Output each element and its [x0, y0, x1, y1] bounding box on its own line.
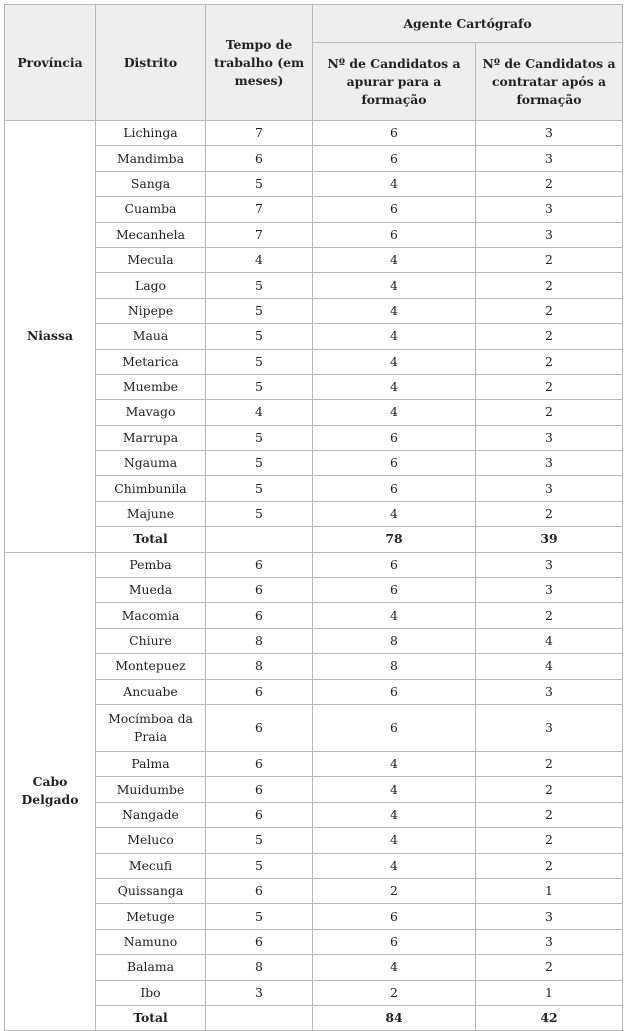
months-cell: 7 — [206, 121, 313, 146]
header-district: Distrito — [96, 5, 206, 121]
candidates-train-cell: 6 — [313, 679, 476, 704]
candidates-hire-cell: 3 — [476, 679, 623, 704]
table-row — [5, 425, 623, 450]
months-cell: 6 — [206, 878, 313, 903]
table-row — [5, 980, 623, 1005]
months-cell: 6 — [206, 704, 313, 751]
table-row — [5, 751, 623, 776]
district-cell: Mandimba — [96, 146, 206, 171]
months-cell: 7 — [206, 197, 313, 222]
district-cell: Balama — [96, 955, 206, 980]
months-cell: 5 — [206, 904, 313, 929]
header-province: Província — [5, 5, 96, 121]
district-cell: Macomia — [96, 603, 206, 628]
district-cell: Muembe — [96, 374, 206, 399]
candidates-train-cell: 4 — [313, 298, 476, 323]
months-cell: 8 — [206, 628, 313, 653]
candidates-train-cell: 8 — [313, 654, 476, 679]
months-cell: 6 — [206, 802, 313, 827]
total-label: Total — [96, 1005, 206, 1030]
table-row — [5, 476, 623, 501]
district-cell: Metuge — [96, 904, 206, 929]
total-row — [5, 1005, 623, 1030]
candidates-hire-cell: 3 — [476, 578, 623, 603]
district-cell: Maua — [96, 324, 206, 349]
months-cell: 4 — [206, 247, 313, 272]
candidates-hire-cell: 2 — [476, 828, 623, 853]
district-cell: Chimbunila — [96, 476, 206, 501]
district-cell: Mecufi — [96, 853, 206, 878]
candidates-train-cell: 6 — [313, 578, 476, 603]
candidates-hire-cell: 3 — [476, 704, 623, 751]
district-cell: Mecanhela — [96, 222, 206, 247]
district-cell: Mecula — [96, 247, 206, 272]
candidates-train-cell: 4 — [313, 501, 476, 526]
total-label: Total — [96, 527, 206, 552]
months-cell: 5 — [206, 451, 313, 476]
months-cell: 8 — [206, 654, 313, 679]
table-row — [5, 247, 623, 272]
candidates-train-cell: 6 — [313, 552, 476, 577]
candidates-train-cell: 4 — [313, 374, 476, 399]
candidates-train-cell: 6 — [313, 197, 476, 222]
total-candidates-train: 84 — [313, 1005, 476, 1030]
candidates-hire-cell: 3 — [476, 425, 623, 450]
months-cell: 6 — [206, 146, 313, 171]
candidates-hire-cell: 3 — [476, 197, 623, 222]
district-cell: Nangade — [96, 802, 206, 827]
candidates-train-cell: 4 — [313, 171, 476, 196]
months-cell: 5 — [206, 324, 313, 349]
candidates-train-cell: 4 — [313, 802, 476, 827]
candidates-train-cell: 4 — [313, 324, 476, 349]
district-cell: Meluco — [96, 828, 206, 853]
months-cell: 5 — [206, 476, 313, 501]
candidates-train-cell: 8 — [313, 628, 476, 653]
candidates-hire-cell: 1 — [476, 980, 623, 1005]
candidates-hire-cell: 3 — [476, 451, 623, 476]
candidates-hire-cell: 2 — [476, 603, 623, 628]
months-cell: 8 — [206, 955, 313, 980]
table-row — [5, 828, 623, 853]
table-row — [5, 704, 623, 751]
table-row — [5, 878, 623, 903]
table-row — [5, 904, 623, 929]
district-cell: Lago — [96, 273, 206, 298]
months-cell: 6 — [206, 578, 313, 603]
table-row — [5, 222, 623, 247]
total-months — [206, 527, 313, 552]
candidates-hire-cell: 4 — [476, 654, 623, 679]
candidates-hire-cell: 2 — [476, 324, 623, 349]
district-cell: Palma — [96, 751, 206, 776]
district-cell: Montepuez — [96, 654, 206, 679]
months-cell: 5 — [206, 828, 313, 853]
candidates-train-cell: 6 — [313, 904, 476, 929]
district-cell: Quissanga — [96, 878, 206, 903]
candidates-train-cell: 6 — [313, 146, 476, 171]
table-row — [5, 324, 623, 349]
province-cell: Niassa — [5, 121, 96, 553]
candidates-hire-cell: 2 — [476, 273, 623, 298]
district-cell: Cuamba — [96, 197, 206, 222]
table-row — [5, 451, 623, 476]
total-candidates-hire: 39 — [476, 527, 623, 552]
months-cell: 6 — [206, 777, 313, 802]
district-cell: Namuno — [96, 929, 206, 954]
candidates-train-cell: 2 — [313, 878, 476, 903]
district-cell: Nipepe — [96, 298, 206, 323]
months-cell: 5 — [206, 349, 313, 374]
months-cell: 6 — [206, 603, 313, 628]
candidates-hire-cell: 3 — [476, 121, 623, 146]
header-candidates-train: Nº de Candidatos a apurar para a formação — [313, 43, 476, 121]
table-row — [5, 146, 623, 171]
candidates-train-cell: 6 — [313, 704, 476, 751]
candidates-hire-cell: 3 — [476, 222, 623, 247]
candidates-train-cell: 4 — [313, 247, 476, 272]
table-row — [5, 578, 623, 603]
table-row — [5, 603, 623, 628]
district-cell: Ngauma — [96, 451, 206, 476]
months-cell: 5 — [206, 171, 313, 196]
table-row — [5, 853, 623, 878]
months-cell: 5 — [206, 853, 313, 878]
candidates-hire-cell: 2 — [476, 400, 623, 425]
header-group-agente-cartografo: Agente Cartógrafo — [313, 5, 623, 43]
candidates-hire-cell: 1 — [476, 878, 623, 903]
table-row — [5, 802, 623, 827]
candidates-hire-cell: 2 — [476, 247, 623, 272]
table-row — [5, 121, 623, 146]
candidates-train-cell: 6 — [313, 929, 476, 954]
table-row — [5, 197, 623, 222]
candidates-train-cell: 6 — [313, 222, 476, 247]
months-cell: 6 — [206, 751, 313, 776]
table-row — [5, 628, 623, 653]
months-cell: 5 — [206, 501, 313, 526]
candidates-train-cell: 4 — [313, 777, 476, 802]
candidates-hire-cell: 2 — [476, 501, 623, 526]
candidates-hire-cell: 3 — [476, 552, 623, 577]
total-row — [5, 527, 623, 552]
candidates-train-cell: 4 — [313, 273, 476, 298]
table-row — [5, 679, 623, 704]
table-row — [5, 654, 623, 679]
table-row — [5, 501, 623, 526]
district-cell: Marrupa — [96, 425, 206, 450]
district-cell: Mavago — [96, 400, 206, 425]
header-work-time: Tempo de trabalho (em meses) — [206, 5, 313, 121]
district-cell: Pemba — [96, 552, 206, 577]
candidates-train-cell: 4 — [313, 955, 476, 980]
months-cell: 4 — [206, 400, 313, 425]
province-cell: Cabo Delgado — [5, 552, 96, 1031]
candidates-hire-cell: 2 — [476, 751, 623, 776]
district-cell: Mocímboa da Praia — [96, 704, 206, 751]
months-cell: 5 — [206, 298, 313, 323]
months-cell: 6 — [206, 679, 313, 704]
table-row — [5, 273, 623, 298]
table-row — [5, 929, 623, 954]
district-cell: Ibo — [96, 980, 206, 1005]
candidates-hire-cell: 2 — [476, 349, 623, 374]
table-row — [5, 777, 623, 802]
table-row — [5, 171, 623, 196]
months-cell: 3 — [206, 980, 313, 1005]
table-row — [5, 298, 623, 323]
candidates-hire-cell: 2 — [476, 955, 623, 980]
candidates-hire-cell: 3 — [476, 929, 623, 954]
total-months — [206, 1005, 313, 1030]
header-candidates-hire: Nº de Candidatos a contratar após a formação — [476, 43, 623, 121]
district-cell: Metarica — [96, 349, 206, 374]
months-cell: 5 — [206, 273, 313, 298]
candidates-table — [4, 4, 623, 1031]
table-body — [5, 121, 623, 1031]
table-row — [5, 552, 623, 577]
candidates-hire-cell: 3 — [476, 476, 623, 501]
candidates-hire-cell: 2 — [476, 802, 623, 827]
candidates-train-cell: 2 — [313, 980, 476, 1005]
district-cell: Lichinga — [96, 121, 206, 146]
candidates-train-cell: 4 — [313, 400, 476, 425]
candidates-hire-cell: 2 — [476, 777, 623, 802]
candidates-hire-cell: 3 — [476, 146, 623, 171]
months-cell: 6 — [206, 929, 313, 954]
total-candidates-train: 78 — [313, 527, 476, 552]
table-row — [5, 374, 623, 399]
months-cell: 7 — [206, 222, 313, 247]
district-cell: Muidumbe — [96, 777, 206, 802]
months-cell: 6 — [206, 552, 313, 577]
district-cell: Ancuabe — [96, 679, 206, 704]
district-cell: Chiure — [96, 628, 206, 653]
district-cell: Majune — [96, 501, 206, 526]
candidates-train-cell: 4 — [313, 751, 476, 776]
candidates-train-cell: 6 — [313, 451, 476, 476]
candidates-train-cell: 6 — [313, 121, 476, 146]
table-row — [5, 349, 623, 374]
total-candidates-hire: 42 — [476, 1005, 623, 1030]
months-cell: 5 — [206, 425, 313, 450]
table-row — [5, 400, 623, 425]
district-cell: Sanga — [96, 171, 206, 196]
candidates-train-cell: 6 — [313, 425, 476, 450]
candidates-train-cell: 4 — [313, 828, 476, 853]
candidates-hire-cell: 4 — [476, 628, 623, 653]
table-row — [5, 955, 623, 980]
district-cell: Mueda — [96, 578, 206, 603]
candidates-train-cell: 4 — [313, 853, 476, 878]
candidates-train-cell: 4 — [313, 603, 476, 628]
candidates-hire-cell: 2 — [476, 171, 623, 196]
candidates-train-cell: 6 — [313, 476, 476, 501]
months-cell: 5 — [206, 374, 313, 399]
candidates-hire-cell: 3 — [476, 904, 623, 929]
candidates-hire-cell: 2 — [476, 853, 623, 878]
candidates-hire-cell: 2 — [476, 298, 623, 323]
candidates-train-cell: 4 — [313, 349, 476, 374]
candidates-hire-cell: 2 — [476, 374, 623, 399]
